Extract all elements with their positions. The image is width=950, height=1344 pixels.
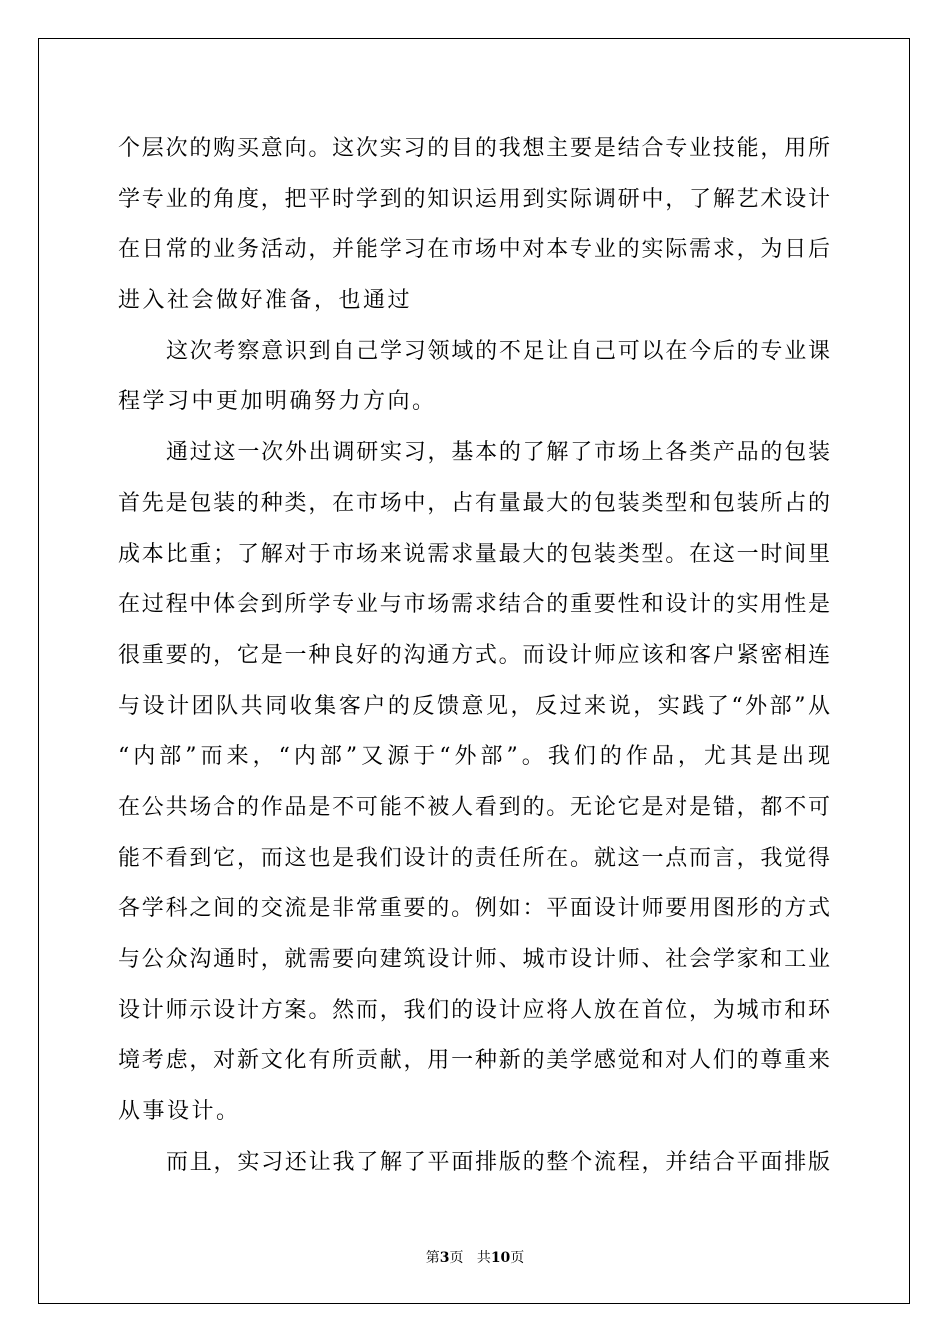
text-line: 境考虑，对新文化有所贡献，用一种新的美学感觉和对人们的尊重来	[118, 1048, 830, 1074]
text-line: 设计师示设计方案。然而，我们的设计应将人放在首位，为城市和环	[118, 997, 830, 1023]
text-line: 个层次的购买意向。这次实习的目的我想主要是结合专业技能，用所	[118, 136, 830, 161]
text-line: 通过这一次外出调研实习，基本的了解了市场上各类产品的包装	[166, 440, 830, 466]
page-footer	[0, 1247, 950, 1267]
text-line: 进入社会做好准备，也通过	[118, 288, 413, 314]
text-line: 很重要的，它是一种良好的沟通方式。而设计师应该和客户紧密相连	[118, 642, 830, 668]
text-line: 成本比重；了解对于市场来说需求量最大的包装类型。在这一时间里	[118, 541, 830, 567]
footer-total-suffix: 页	[510, 1250, 525, 1266]
text-line: 各学科之间的交流是非常重要的。例如：平面设计师要用图形的方式	[118, 896, 830, 922]
footer-page-suffix: 页	[449, 1250, 464, 1266]
text-line: 在日常的业务活动，并能学习在市场中对本专业的实际需求，为日后	[118, 237, 830, 263]
footer-page-number: 3	[439, 1250, 450, 1266]
text-line: 在公共场合的作品是不可能不被人看到的。无论它是对是错，都不可	[118, 794, 830, 820]
text-line: 学专业的角度，把平时学到的知识运用到实际调研中，了解艺术设计	[118, 186, 830, 212]
document-body	[118, 124, 830, 1188]
footer-page-prefix: 第	[425, 1250, 440, 1266]
text-line: 程学习中更加明确努力方向。	[118, 389, 437, 415]
footer-total-pages: 10	[490, 1250, 511, 1266]
text-line: 而且，实习还让我了解了平面排版的整个流程，并结合平面排版	[166, 1149, 830, 1175]
text-line: 从事设计。	[118, 1099, 241, 1125]
text-line: 与设计团队共同收集客户的反馈意见，反过来说，实践了“外部”从	[118, 693, 830, 719]
text-line: 首先是包装的种类，在市场中，占有量最大的包装类型和包装所占的	[118, 490, 830, 516]
text-line: 在过程中体会到所学专业与市场需求结合的重要性和设计的实用性是	[118, 592, 830, 618]
text-line: “内部”而来，“内部”又源于“外部”。我们的作品，尤其是出现	[118, 744, 830, 770]
footer-total-prefix: 共	[476, 1250, 491, 1266]
text-line: 与公众沟通时，就需要向建筑设计师、城市设计师、社会学家和工业	[118, 947, 830, 972]
text-line: 这次考察意识到自己学习领域的不足让自己可以在今后的专业课	[166, 338, 830, 364]
text-line: 能不看到它，而这也是我们设计的责任所在。就这一点而言，我觉得	[118, 845, 830, 871]
